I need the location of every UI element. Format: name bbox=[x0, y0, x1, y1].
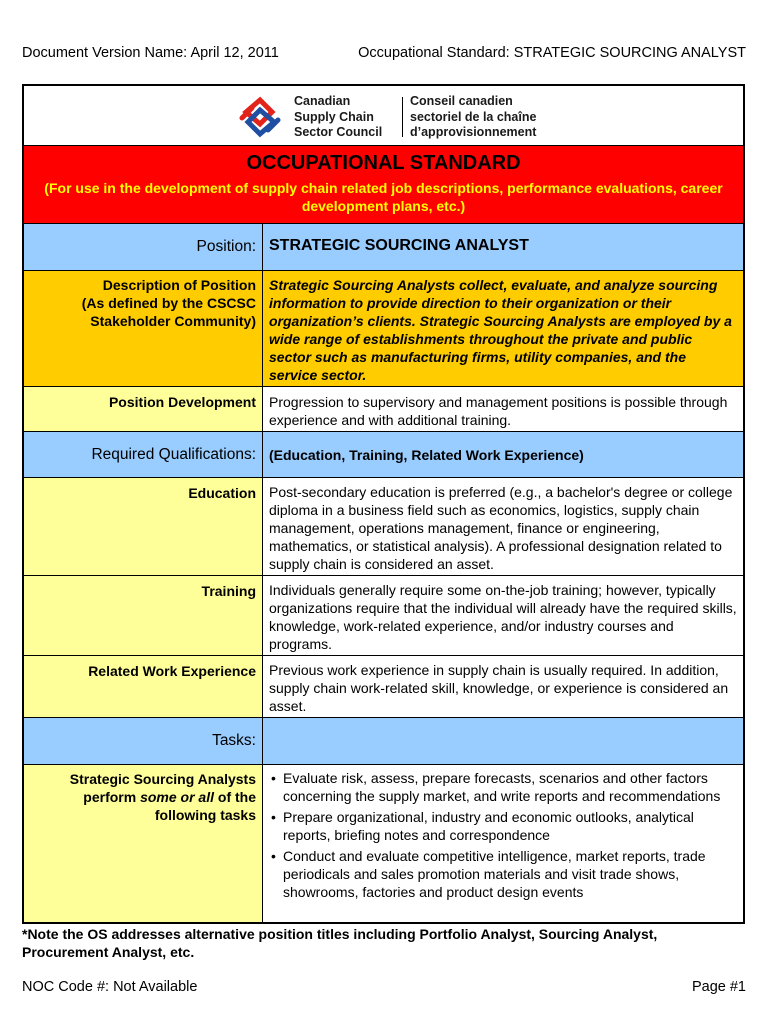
related-work-row bbox=[24, 656, 743, 718]
tasks-label: Tasks: bbox=[24, 718, 263, 764]
tasks-header-row bbox=[24, 718, 743, 765]
logo-en-line: Sector Council bbox=[294, 125, 383, 139]
related-work-text: Previous work experience in supply chain is usually required. In addition, supply chain work-related skill, knowledge, or experience is considered an asset. bbox=[263, 656, 743, 717]
logo-fr-line: sectoriel de la chaîne bbox=[410, 109, 537, 124]
description-label-note: (As defined by the CSCSC Stakeholder Community) bbox=[81, 295, 256, 329]
banner-subtitle: (For use in the development of supply chain related job descriptions, performance evaluations, career development plans, etc.) bbox=[44, 180, 723, 214]
required-value: (Education, Training, Related Work Experience) bbox=[269, 447, 584, 463]
document-version: Document Version Name: April 12, 2011 bbox=[22, 45, 279, 61]
task-item: • Prepare organizational, industry and economic outlooks, analytical reports, briefing notes and correspondence bbox=[283, 808, 737, 844]
logo-fr-line: d’approvisionnement bbox=[410, 125, 537, 139]
logo-fr-line: Conseil canadien bbox=[410, 94, 513, 108]
alternative-titles-note: *Note the OS addresses alternative position titles including Portfolio Analyst, Sourcing Analyst, Procurement Analyst, etc. bbox=[22, 926, 658, 960]
tasks-header-empty bbox=[263, 718, 743, 764]
description-label bbox=[24, 271, 263, 386]
tasks-intro-part1: Strategic Sourcing Analysts perform bbox=[69, 771, 256, 805]
cscsc-logo bbox=[238, 94, 538, 142]
education-label: Education bbox=[24, 478, 263, 575]
logo-english-text bbox=[294, 94, 382, 141]
required-qualifications-row bbox=[24, 432, 743, 478]
noc-code: NOC Code #: Not Available bbox=[22, 979, 198, 995]
task-list bbox=[263, 765, 743, 922]
occupational-standard-header: Occupational Standard: STRATEGIC SOURCING ANALYST bbox=[358, 45, 746, 61]
tasks-intro-part2: of the following tasks bbox=[154, 789, 256, 823]
banner-row bbox=[24, 146, 743, 224]
related-work-label: Related Work Experience bbox=[24, 656, 263, 717]
description-text: Strategic Sourcing Analysts collect, evaluate, and analyze sourcing information to provide direction to their organization or their organization’s clients. Strategic Sourcing Analysts are employed by a wide range of establishments throughout the private and public sector such as manufacturing firms, utility companies, and the service sector. bbox=[269, 277, 732, 383]
page-number: Page #1 bbox=[691, 979, 746, 995]
logo-en-line: Canadian bbox=[294, 94, 351, 108]
logo-divider bbox=[402, 97, 403, 137]
supply-chain-logo-icon bbox=[238, 94, 282, 140]
development-text: Progression to supervisory and management positions is possible through experience and with additional training. bbox=[263, 387, 743, 431]
education-text: Post-secondary education is preferred (e.g., a bachelor's degree or college diploma in a business field such as economics, logistics, supply chain management, operations management, finance or engineering, mathematics, or statistical analysis). A professional designation related to supply chain is considered an asset. bbox=[263, 478, 743, 575]
position-label: Position: bbox=[24, 224, 263, 270]
task-item: • Conduct and evaluate competitive intelligence, market reports, trade periodicals and sales promotion materials and visit trade shows, showrooms, factories and product design events bbox=[283, 847, 737, 901]
education-row bbox=[24, 478, 743, 576]
task-list-row bbox=[24, 765, 743, 922]
tasks-intro bbox=[24, 765, 263, 922]
required-label: Required Qualifications: bbox=[24, 432, 263, 477]
training-row bbox=[24, 576, 743, 656]
tasks-intro-emphasis: some or all bbox=[140, 789, 214, 805]
training-label: Training bbox=[24, 576, 263, 655]
standard-table bbox=[22, 84, 745, 924]
banner-title: OCCUPATIONAL STANDARD bbox=[246, 152, 521, 174]
description-label-title: Description of Position bbox=[102, 277, 256, 293]
position-row bbox=[24, 224, 743, 271]
task-item: • Evaluate risk, assess, prepare forecasts, scenarios and other factors concerning the supply market, and write reports and recommendations bbox=[283, 769, 737, 805]
page-header bbox=[22, 45, 746, 65]
logo-en-line: Supply Chain bbox=[294, 109, 374, 124]
development-row bbox=[24, 387, 743, 432]
description-row bbox=[24, 271, 743, 387]
logo-french-text bbox=[410, 94, 536, 141]
development-label: Position Development bbox=[24, 387, 263, 431]
training-text: Individuals generally require some on-the-job training; however, typically organizations require that the individual will already have the required skills, knowledge, work-related experience, and/or industry courses and programs. bbox=[263, 576, 743, 655]
logo-row bbox=[24, 86, 743, 146]
position-value: STRATEGIC SOURCING ANALYST bbox=[269, 237, 529, 254]
